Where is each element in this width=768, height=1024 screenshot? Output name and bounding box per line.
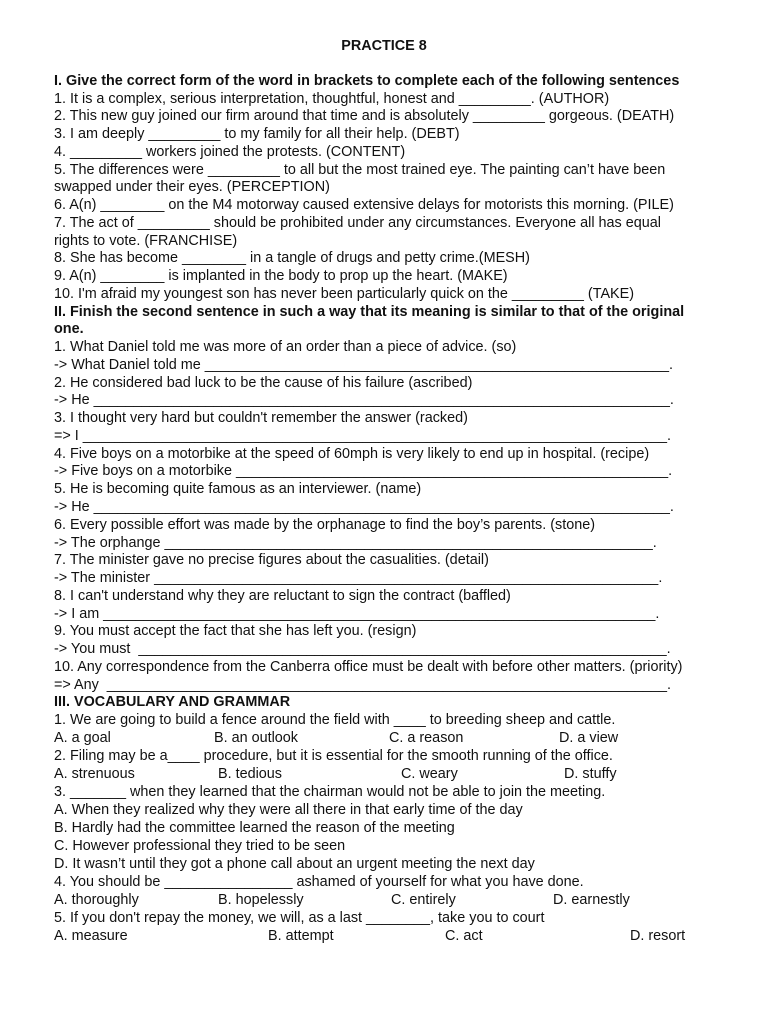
q5-option-d: D. resort [630,928,686,944]
section-1-heading: I. Give the correct form of the word in brackets to complete each of the following sentences [54,73,680,89]
page-title: PRACTICE 8 [341,38,427,54]
q5-option-b: B. attempt [268,928,334,944]
section-2-heading: II. Finish the second sentence in such a way that its meaning is similar to that of the original [54,304,685,320]
s1-line: 3. I am deeply _________ to my family for all their help. (DEBT) [54,126,460,142]
q1-option-a: A. a goal [54,730,111,746]
s2-line: 10. Any correspondence from the Canberra office must be dealt with before other matters. (priority) [54,659,683,675]
q1-option-c: C. a reason [389,730,464,746]
s1-line: 10. I'm afraid my youngest son has never been particularly quick on the _________ (TAKE) [54,286,635,302]
s2-line: -> He ________________________________________________________________________. [54,499,674,515]
s2-line: => Any ______________________________________________________________________. [54,677,672,693]
s1-line: 2. This new guy joined our firm around that time and is absolutely _________ gorgeous. (DEATH) [54,108,675,124]
q2-option-a: A. strenuous [54,766,135,782]
s1-line: 8. She has become ________ in a tangle of drugs and petty crime.(MESH) [54,250,530,266]
q1-option-d: D. a view [559,730,619,746]
q5-option-a: A. measure [54,928,128,944]
s1-line: 6. A(n) ________ on the M4 motorway caused extensive delays for motorists this morning. (PILE) [54,197,674,213]
s2-line: -> He ________________________________________________________________________. [54,392,674,408]
q4-option-c: C. entirely [391,892,456,908]
q2-option-b: B. tedious [218,766,282,782]
q4-option-d: D. earnestly [553,892,630,908]
s2-line: -> The minister _______________________________________________________________. [54,570,663,586]
s2-line: 2. He considered bad luck to be the cause of his failure (ascribed) [54,375,473,391]
s2-line: => I _________________________________________________________________________. [54,428,672,444]
q3-stem: 3. _______ when they learned that the chairman would not be able to join the meeting. [54,784,606,800]
s2-line: -> The orphange _____________________________________________________________. [54,535,657,551]
q3-option-d: D. It wasn’t until they got a phone call about an urgent meeting the next day [54,856,535,872]
q2-option-d: D. stuffy [564,766,617,782]
q2-option-c: C. weary [401,766,458,782]
section-3-heading: III. VOCABULARY AND GRAMMAR [54,694,291,710]
s2-line: 5. He is becoming quite famous as an interviewer. (name) [54,481,422,497]
q3-option-a: A. When they realized why they were all there in that early time of the day [54,802,523,818]
s2-line: 1. What Daniel told me was more of an order than a piece of advice. (so) [54,339,517,355]
q4-stem: 4. You should be ________________ ashamed of yourself for what you have done. [54,874,584,890]
s2-line: -> Five boys on a motorbike ______________________________________________________. [54,463,673,479]
q2-stem: 2. Filing may be a____ procedure, but it is essential for the smooth running of the office. [54,748,613,764]
s1-line: 5. The differences were _________ to all but the most trained eye. The painting can’t have been [54,162,666,178]
s2-line: -> I am _____________________________________________________________________. [54,606,660,622]
s2-line: -> You must __________________________________________________________________. [54,641,671,657]
q4-option-a: A. thoroughly [54,892,139,908]
s1-line: 1. It is a complex, serious interpretation, thoughtful, honest and _________. (AUTHOR) [54,91,610,107]
s1-line: 7. The act of _________ should be prohibited under any circumstances. Everyone all has equal [54,215,661,231]
s1-line: rights to vote. (FRANCHISE) [54,233,238,249]
q3-option-c: C. However professional they tried to be seen [54,838,346,854]
s1-line: swapped under their eyes. (PERCEPTION) [54,179,330,195]
s2-line: 8. I can't understand why they are reluctant to sign the contract (baffled) [54,588,511,604]
s1-line: 4. _________ workers joined the protests. (CONTENT) [54,144,406,160]
q5-option-c: C. act [445,928,483,944]
s1-line: 9. A(n) ________ is implanted in the body to prop up the heart. (MAKE) [54,268,508,284]
q1-stem: 1. We are going to build a fence around the field with ____ to breeding sheep and cattle. [54,712,616,728]
s2-line: 9. You must accept the fact that she has left you. (resign) [54,623,417,639]
s2-line: 3. I thought very hard but couldn't remember the answer (racked) [54,410,468,426]
q5-stem: 5. If you don't repay the money, we will, as a last ________, take you to court [54,910,545,926]
q4-option-b: B. hopelessly [218,892,304,908]
q1-option-b: B. an outlook [214,730,299,746]
q3-option-b: B. Hardly had the committee learned the reason of the meeting [54,820,455,836]
s2-line: 7. The minister gave no precise figures about the casualities. (detail) [54,552,489,568]
s2-line: 6. Every possible effort was made by the orphanage to find the boy’s parents. (stone) [54,517,596,533]
section-2-heading-cont: one. [54,321,84,337]
s2-line: -> What Daniel told me __________________________________________________________. [54,357,673,373]
s2-line: 4. Five boys on a motorbike at the speed of 60mph is very likely to end up in hospital. (recipe) [54,446,650,462]
